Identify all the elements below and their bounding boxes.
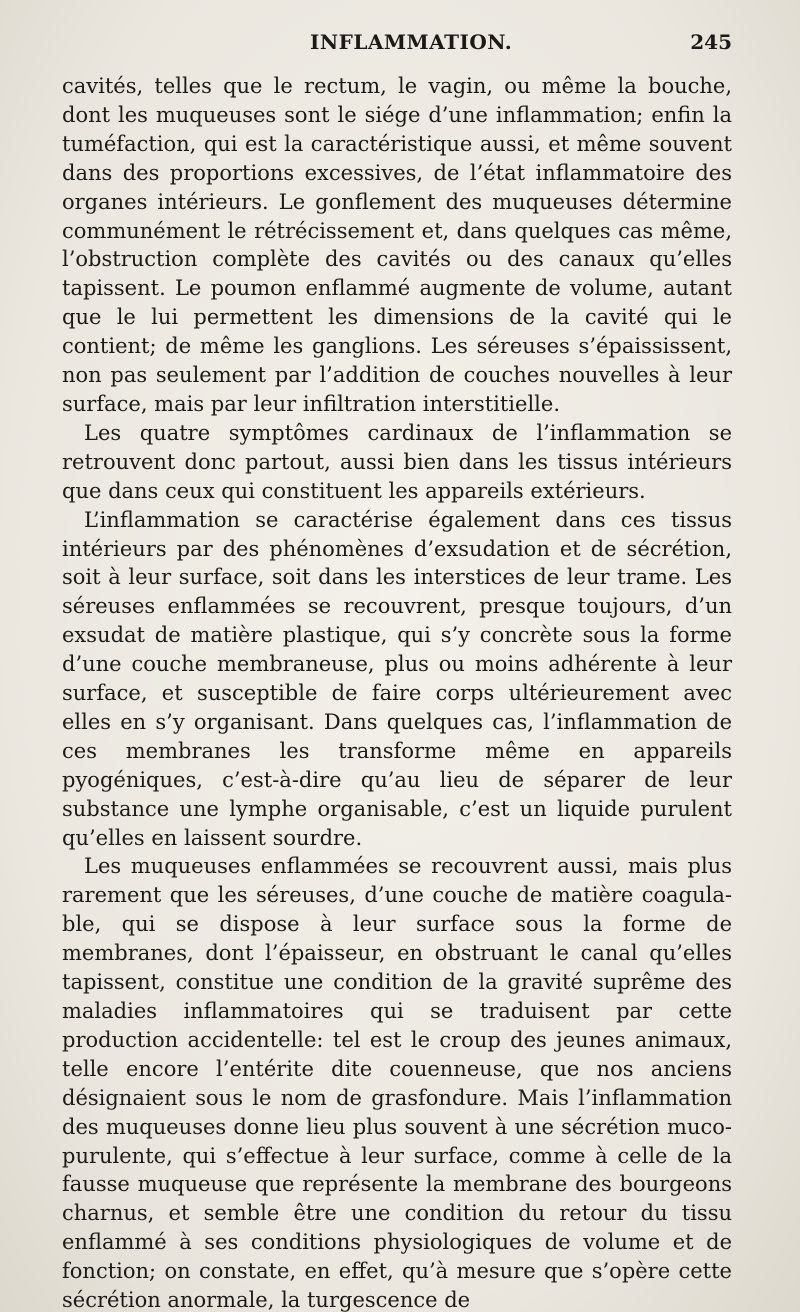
page-header bbox=[60, 26, 732, 60]
running-title: INFLAMMATION. bbox=[310, 30, 513, 54]
body-text bbox=[62, 72, 732, 1312]
page-number: 245 bbox=[690, 30, 732, 54]
paragraph: Les muqueuses enflammées se recouvrent aussi, mais plus rarement que les séreuses, d’une couche de matière coagulable, qui se dispose à leur surface sous la forme de membranes, dont l’épaisseur, en obstruant le canal qu’elles tapissent, constitue une condition de la gravité suprême des maladies inflammatoires qui se traduisent par cette production accidentelle: tel est le croup des jeunes animaux, telle encore l’entérite dite couenneuse, que nos anciens désignaient sous le nom de grasfondure. Mais l’inflammation des muqueuses donne lieu plus souvent à une sécrétion muco-purulente, qui s’effectue à leur surface, comme à celle de la fausse muqueuse que représente la membrane des bourgeons charnus, et semble être une condition du retour du tissu enflammé à ses conditions physiologiques de volume et de fonction; on constate, en effet, qu’à mesure que s’opère cette sécrétion anormale, la turgescence de bbox=[62, 854, 732, 1312]
paragraph: Les quatre symptômes cardinaux de l’inflammation se retrouvent donc partout, aussi bien dans les tissus intérieurs que dans ceux qui constituent les appareils extérieurs. bbox=[62, 420, 732, 503]
paragraph: cavités, telles que le rectum, le vagin, ou même la bouche, dont les muqueuses sont le siége d’une inflammation; enfin la tuméfaction, qui est la caractéristique aussi, et même souvent dans des proportions excessives, de l’état inflammatoire des organes intérieurs. Le gonflement des muqueuses détermine communément le rétrécissement et, dans quelques cas même, l’obstruction complète des cavités ou des canaux qu’elles tapissent. Le poumon enflammé augmente de volume, autant que le lui permettent les dimensions de la cavité qui le contient; de même les ganglions. Les séreuses s’épaississent, non pas seulement par l’addition de couches nouvelles à leur surface, mais par leur infiltration interstitielle. bbox=[62, 74, 732, 416]
paragraph: L’inflammation se caractérise également dans ces tissus intérieurs par des phénomènes d’exsudation et de sécrétion, soit à leur surface, soit dans les interstices de leur trame. Les séreuses enflammées se recouvrent, presque toujours, d’un exsudat de matière plastique, qui s’y concrète sous la forme d’une couche membraneuse, plus ou moins adhérente à leur surface, et susceptible de faire corps ultérieurement avec elles en s’y organisant. Dans quelques cas, l’inflammation de ces membranes les transforme même en appareils pyogéniques, c’est-à-dire qu’au lieu de séparer de leur substance une lymphe organisable, c’est un liquide purulent qu’elles en laissent sourdre. bbox=[62, 507, 732, 850]
